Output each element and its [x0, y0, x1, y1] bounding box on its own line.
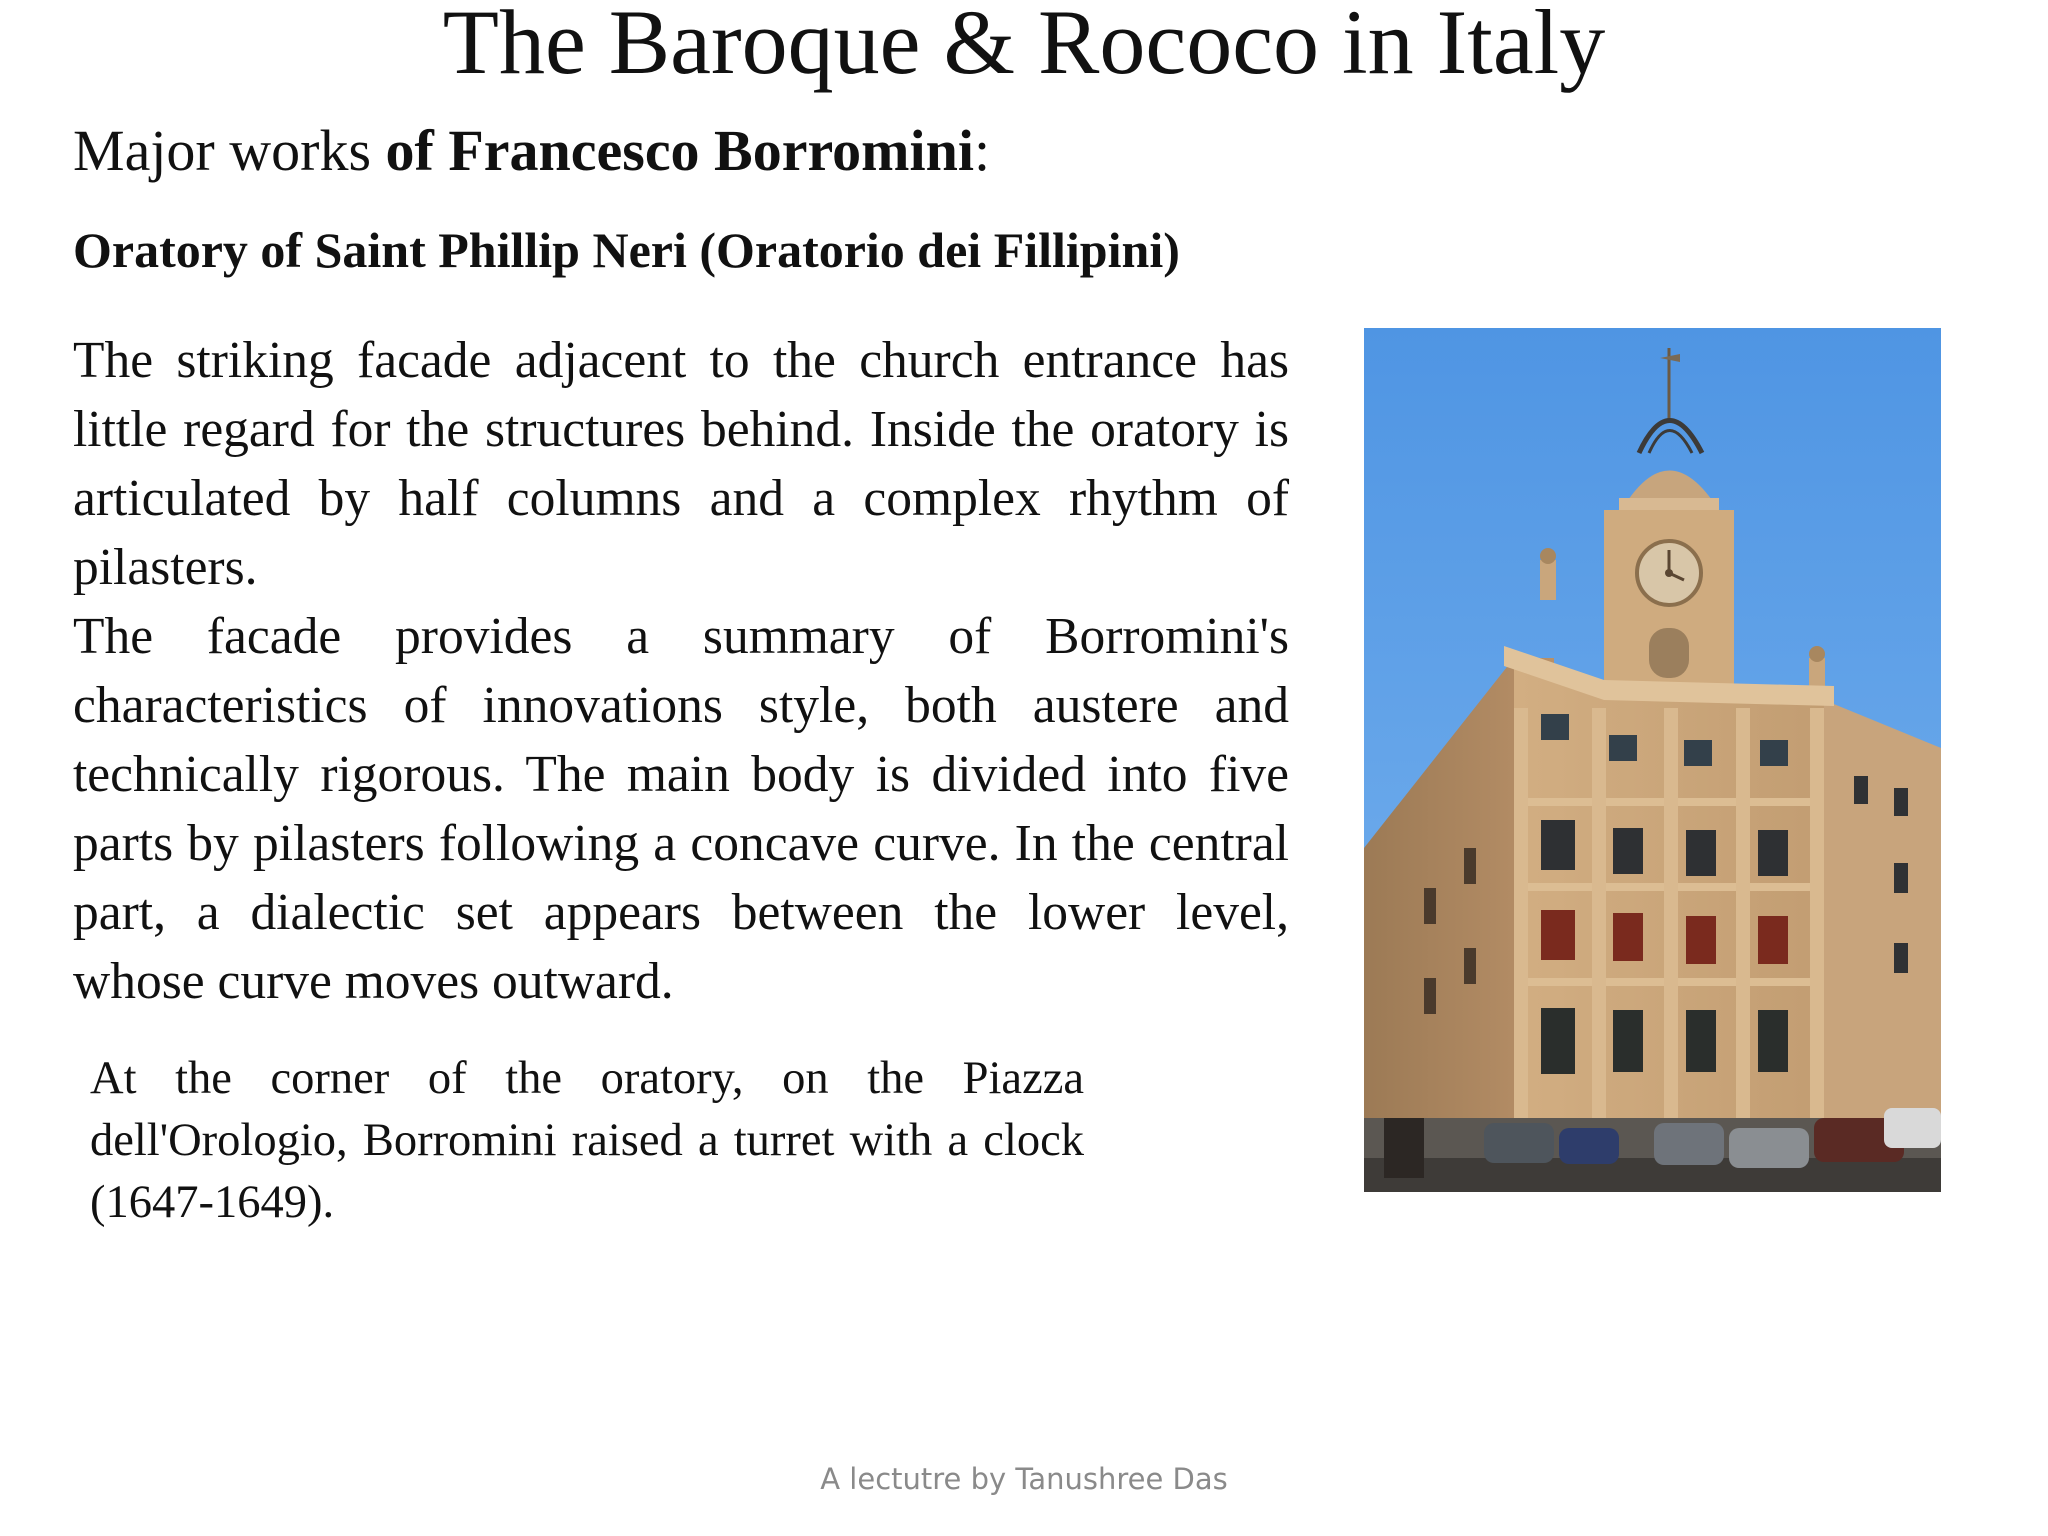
subheading-artist: of Francesco Borromini	[385, 118, 974, 183]
paragraph-2: The facade provides a summary of Borromini's characteristics of innovations style, both austere and technically rigorous. The main body is divided into five parts by pilasters following a concave curve. In the central part, a dialectic set appears between the lower level, whose curve moves outward.	[73, 608, 1289, 1010]
oratory-photo	[1364, 328, 1941, 1192]
body-text	[73, 326, 1289, 1016]
slide-title: The Baroque & Rococo in Italy	[442, 0, 1606, 93]
photo-caption: At the corner of the oratory, on the Piazza dell'Orologio, Borromini raised a turret with a clock (1647-1649).	[90, 1053, 1084, 1228]
work-title: Oratory of Saint Phillip Neri (Oratorio dei Fillipini)	[73, 222, 1180, 278]
subheading-suffix: :	[973, 118, 991, 183]
subheading-prefix: Major works	[73, 118, 386, 183]
paragraph-1: The striking facade adjacent to the church entrance has little regard for the structures behind. Inside the oratory is articulated by half columns and a complex rhythm of pilasters.	[73, 332, 1289, 596]
footer-credit: A lectutre by Tanushree Das	[820, 1462, 1228, 1496]
subheading	[73, 118, 990, 185]
